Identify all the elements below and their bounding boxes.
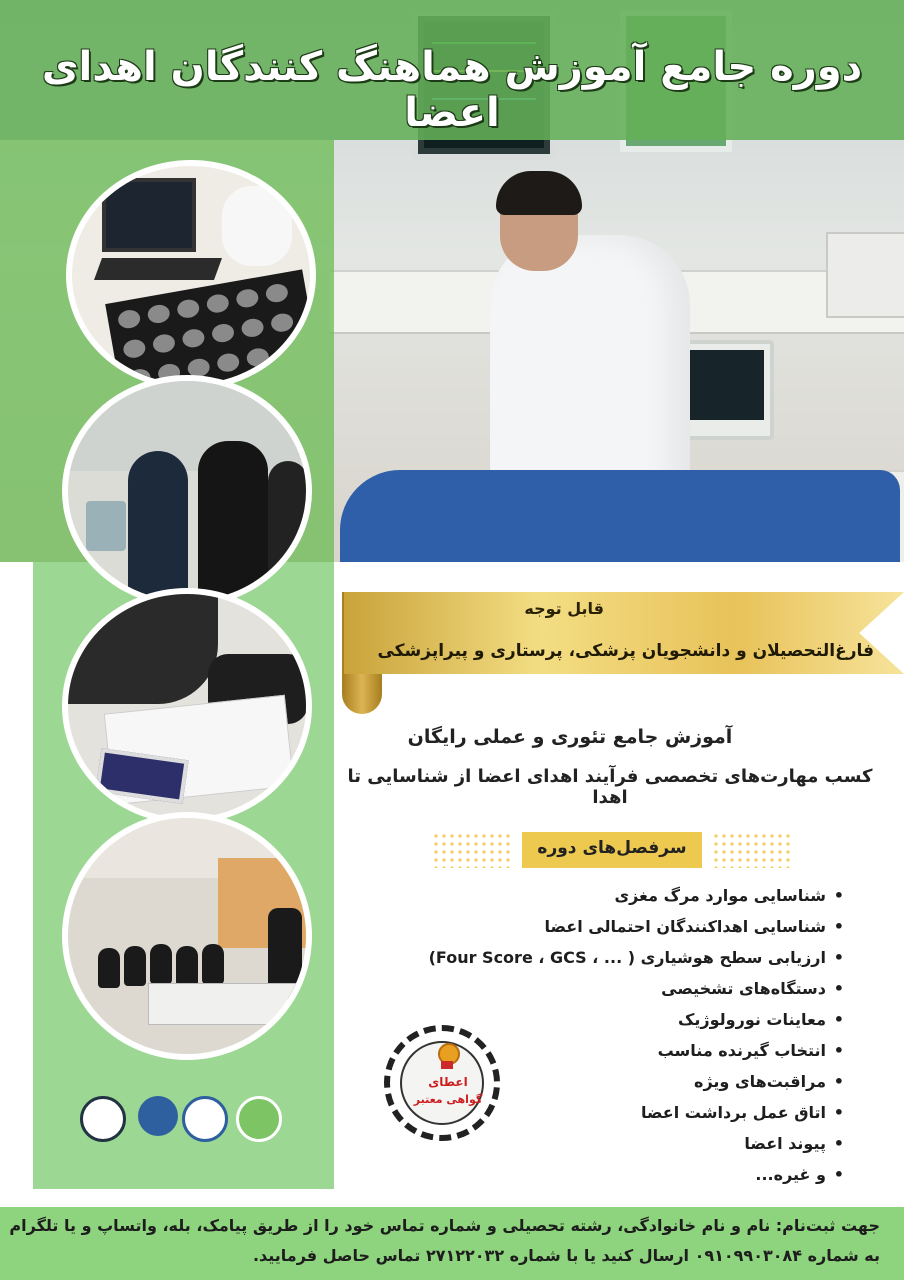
- list-item: • مراقبت‌های ویژه: [424, 1066, 844, 1097]
- list-item: • پیوند اعضا: [424, 1128, 844, 1159]
- photo-signing-circle: [62, 588, 312, 824]
- list-item: • دستگاه‌های تشخیصی: [424, 973, 844, 1004]
- seal-line-2: گواهی معتبر: [413, 1093, 483, 1106]
- seal-line-1: اعطای: [428, 1075, 468, 1089]
- university-logo: [80, 1096, 126, 1142]
- lung-institute-logo: [182, 1096, 228, 1142]
- photo-xray-circle: [66, 160, 316, 390]
- institute-logo: [138, 1096, 178, 1136]
- list-item: • انتخاب گیرنده مناسب: [424, 1035, 844, 1066]
- list-item: • و غیره...: [424, 1159, 844, 1190]
- footer-line-1: جهت ثبت‌نام: نام و نام خانوادگی، رشته تحصیلی و شماره تماس خود را از طریق پیامک، بله، واتساپ و یا تلگرام: [9, 1216, 880, 1235]
- footer-line-2: به شماره ۰۹۱۰۹۹۰۳۰۸۴ ارسال کنید یا با شماره ۲۷۱۲۲۰۳۲ تماس حاصل فرمایید.: [252, 1246, 880, 1265]
- list-item: • شناسایی موارد مرگ مغزی: [424, 880, 844, 911]
- organ-donation-logo: [236, 1096, 282, 1142]
- ribbon-label: قابل توجه: [524, 599, 604, 618]
- list-item: • ارزیابی سطح هوشیاری ( ... ، Four Score ، GCS): [424, 942, 844, 973]
- photo-training-circle: [62, 375, 312, 607]
- intro-line-2: کسب مهارت‌های تخصصی فرآیند اهدای اعضا از شناسایی تا اهدا: [347, 766, 873, 808]
- ribbon-audience: فارغ‌التحصیلان و دانشجویان پزشکی، پرستاری و پیراپزشکی: [377, 641, 874, 661]
- list-item: • اتاق عمل برداشت اعضا: [424, 1097, 844, 1128]
- patient-monitor-right: [680, 340, 774, 440]
- wall-device: [826, 232, 904, 318]
- headings-title: سرفصل‌های دوره: [537, 838, 687, 858]
- audience-ribbon: [344, 592, 904, 674]
- topics-list: [424, 880, 844, 1190]
- page-title: دوره جامع آموزش هماهنگ کنندگان اهدای اعضا: [41, 44, 863, 136]
- sponsor-logos: [74, 1096, 290, 1150]
- list-item: • معاینات نورولوژیک: [424, 1004, 844, 1035]
- list-item: • شناسایی اهداکنندگان احتمالی اعضا: [424, 911, 844, 942]
- certificate-seal: [384, 1025, 500, 1141]
- intro-line-1: آموزش جامع تئوری و عملی رایگان: [407, 726, 733, 748]
- medal-ribbon: [441, 1061, 453, 1069]
- photo-classroom-circle: [62, 812, 312, 1060]
- hospital-bed: [340, 470, 900, 562]
